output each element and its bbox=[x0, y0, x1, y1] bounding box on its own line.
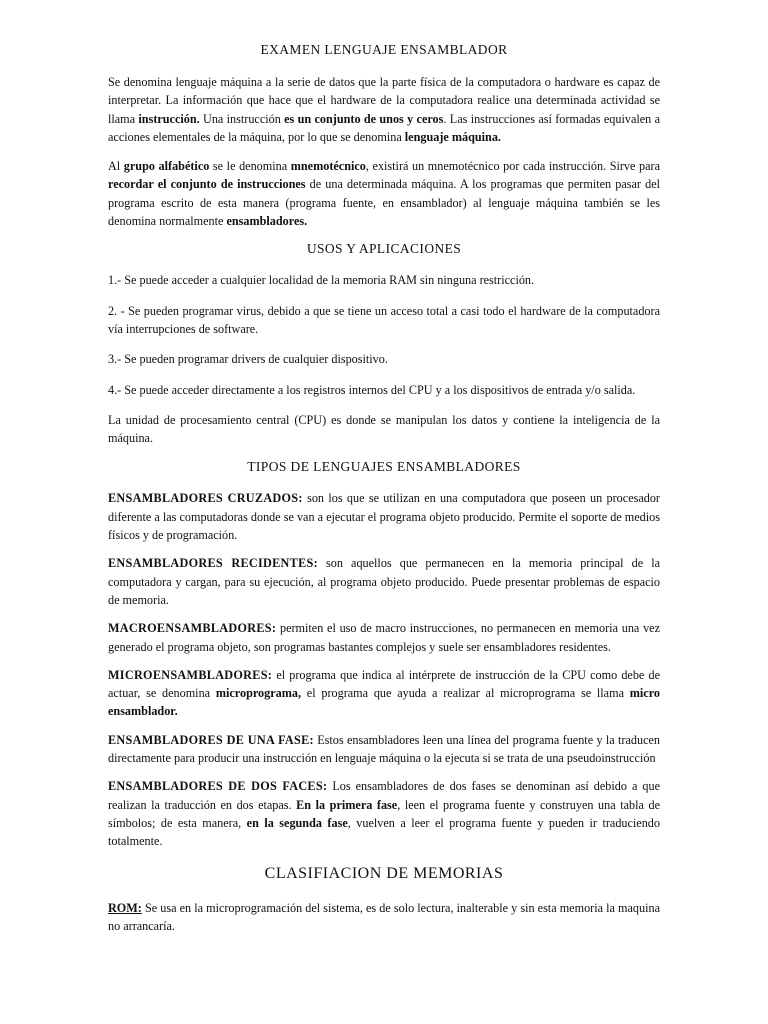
emphasis-text: instrucción. bbox=[138, 111, 200, 126]
emphasis-text: ENSAMBLADORES RECIDENTES: bbox=[108, 556, 318, 571]
intro-paragraph-1 bbox=[108, 73, 660, 146]
def-ensambladores-recidentes bbox=[108, 554, 660, 609]
emphasis-text: lenguaje máquina. bbox=[404, 129, 501, 144]
emphasis-text: ROM: bbox=[108, 900, 142, 915]
text-run: Estos ensambladores leen una línea del programa fuente y la traducen directamente para producir una instrucción en lenguaje máquina o la ejecuta si se trata de una pseudoinstrucción bbox=[108, 732, 660, 766]
usos-heading: USOS Y APLICACIONES bbox=[306, 241, 462, 257]
emphasis-text: ENSAMBLADORES CRUZADOS: bbox=[108, 491, 303, 506]
emphasis-text: micro ensamblador. bbox=[108, 686, 660, 719]
emphasis-text: recordar el conjunto de instrucciones bbox=[108, 177, 306, 192]
usos-item-4: 4.- Se puede acceder directamente a los registros internos del CPU y a los dispositivos de entrada y/o salida. bbox=[108, 382, 636, 397]
text-run: permiten el uso de macro instrucciones, no permanecen en memoria una vez generado el programa objeto, son programas bastantes complejos y suele ser ensambladores residentes. bbox=[108, 621, 660, 654]
rom-paragraph bbox=[108, 899, 660, 936]
text-run: Al bbox=[108, 159, 124, 174]
emphasis-text: ENSAMBLADORES DE UNA FASE: bbox=[108, 732, 314, 747]
emphasis-text: microprograma, bbox=[215, 686, 302, 701]
text-run: son los que se utilizan en una computadora que poseen un procesador diferente a las computadoras donde se van a ejecutar el programa objeto producido. Permite el soporte de medios físicos y de programación. bbox=[108, 491, 660, 543]
text-run: Una instrucción bbox=[199, 111, 285, 126]
text-run: Se usa en la microprogramación del sistema, es de solo lectura, inalterable y sin esta memoria la maquina no arrancaría. bbox=[108, 900, 660, 933]
text-run: el programa que ayuda a realizar al microprograma se llama bbox=[301, 686, 630, 701]
text-run: Se denomina lenguaje máquina a la serie de datos que la parte física de la computadora o hardware es capaz de interpretar. La información que hace que el hardware de la computadora realice una determinada actividad se llama bbox=[108, 75, 660, 126]
intro-paragraph-2 bbox=[108, 157, 660, 230]
usos-item-1: 1.- Se puede acceder a cualquier localidad de la memoria RAM sin ninguna restricción. bbox=[108, 273, 535, 288]
text-run: Los ensambladores de dos fases se denominan así debido a que realizan la traducción en dos etapas. bbox=[108, 779, 660, 812]
cpu-paragraph: La unidad de procesamiento central (CPU) es donde se manipulan los datos y contiene la inteligencia de la máquina. bbox=[108, 412, 660, 446]
text-run: , existirá un mnemotécnico por cada instrucción. Sirve para bbox=[365, 159, 661, 174]
def-macroensambladores bbox=[108, 619, 660, 656]
document-title: EXAMEN LENGUAJE ENSAMBLADOR bbox=[260, 42, 508, 57]
text-run: , vuelven a leer el programa fuente y pueden ir traduciendo totalmente. bbox=[108, 815, 660, 849]
usos-item-2: 2. - Se pueden programar virus, debido a que se tiene un acceso total a casi todo el hardware de la computadora vía interrupciones de software. bbox=[108, 303, 660, 336]
emphasis-text: En la primera fase bbox=[296, 797, 398, 812]
emphasis-text: mnemotécnico bbox=[290, 159, 366, 174]
emphasis-text: ensambladores. bbox=[226, 214, 308, 229]
tipos-heading: TIPOS DE LENGUAJES ENSAMBLADORES bbox=[247, 459, 521, 475]
text-run: de una determinada máquina. A los programas que permiten pasar del programa escrito de esta manera (programa fuente, en ensamblador) al lenguaje máquina también se les denomina normalmente bbox=[108, 177, 660, 229]
emphasis-text: MICROENSAMBLADORES: bbox=[108, 667, 273, 682]
def-ensambladores-cruzados bbox=[108, 489, 660, 544]
def-ensambladores-una-fase bbox=[108, 731, 660, 768]
def-microensambladores bbox=[108, 666, 660, 721]
emphasis-text: es un conjunto de unos y ceros bbox=[284, 111, 444, 126]
text-run: se le denomina bbox=[209, 159, 291, 174]
text-run: . Las instrucciones así formadas equivalen a acciones elementales de la máquina, por lo que se denomina bbox=[108, 111, 660, 144]
text-run: el programa que indica al intérprete de instrucción de la CPU como debe de actuar, se denomina bbox=[108, 667, 660, 701]
text-run: , leen el programa fuente y construyen una tabla de símbolos; de esta manera, bbox=[108, 797, 660, 830]
emphasis-text: en la segunda fase bbox=[246, 815, 348, 830]
text-run: son aquellos que permanecen en la memoria principal de la computadora y cargan, para su ejecución, al programa objeto producido. Puede presentar problemas de espacio de memoria. bbox=[108, 556, 660, 607]
usos-item-3: 3.- Se pueden programar drivers de cualquier dispositivo. bbox=[108, 352, 388, 367]
emphasis-text: ENSAMBLADORES DE DOS FACES: bbox=[108, 779, 328, 794]
emphasis-text: MACROENSAMBLADORES: bbox=[108, 621, 277, 636]
memorias-heading: CLASIFIACION DE MEMORIAS bbox=[264, 864, 504, 882]
def-ensambladores-dos-faces bbox=[108, 777, 660, 850]
emphasis-text: grupo alfabético bbox=[123, 159, 210, 174]
